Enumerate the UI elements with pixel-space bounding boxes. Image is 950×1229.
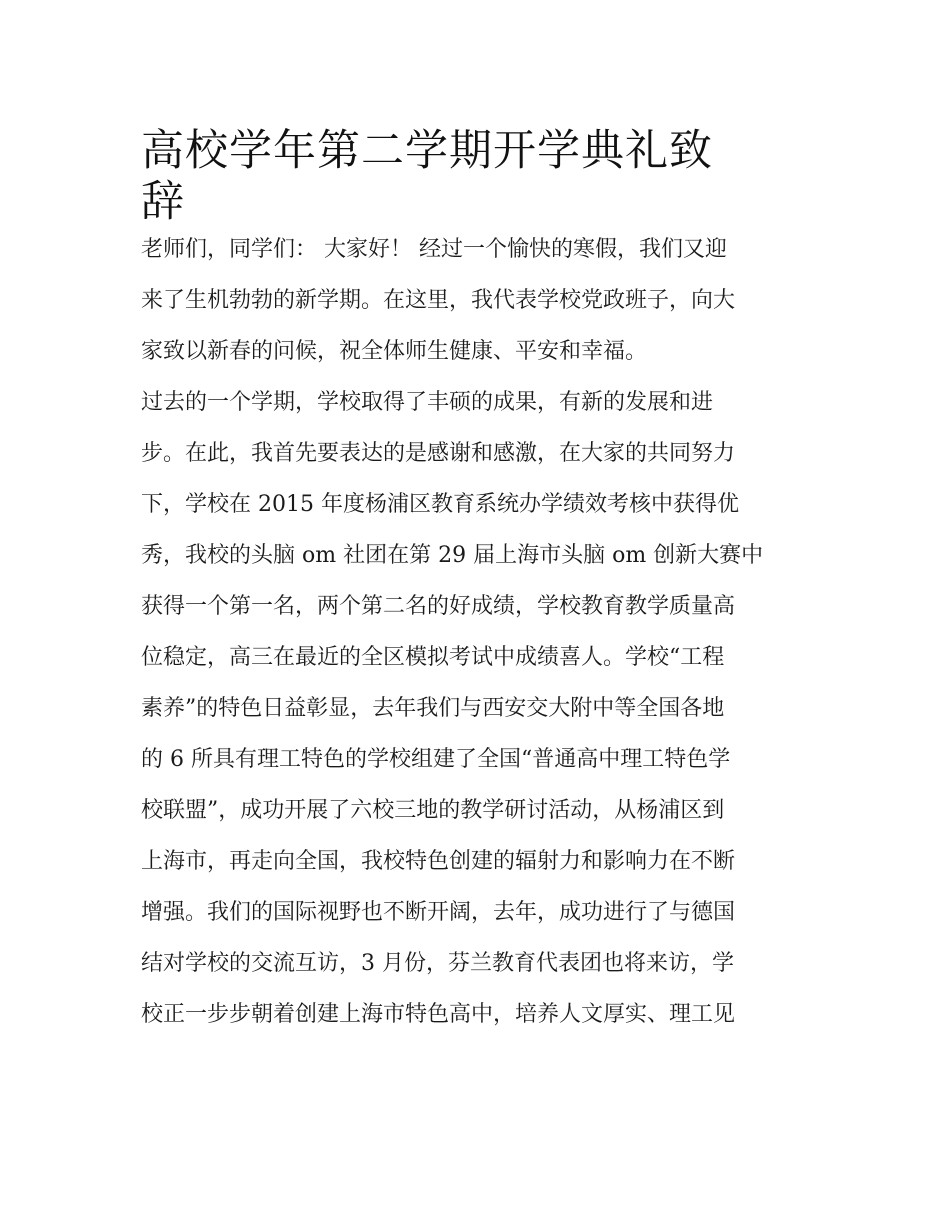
document-title xyxy=(141,112,811,227)
paragraph-greeting xyxy=(141,224,811,377)
paragraph-line: 获得一个第一名，两个第二名的好成绩，学校教育教学质量高 xyxy=(141,594,736,619)
paragraph-line: 的 6 所具有理工特色的学校组建了全国“普通高中理工特色学 xyxy=(141,747,731,772)
paragraph-line: 结对学校的交流互访，3 月份，芬兰教育代表团也将来访，学 xyxy=(141,951,734,976)
paragraph-line: 素养”的特色日益彰显，去年我们与西安交大附中等全国各地 xyxy=(141,696,725,721)
paragraph-line: 过去的一个学期，学校取得了丰硕的成果，有新的发展和进 xyxy=(141,390,714,415)
paragraph-line: 下，学校在 2015 年度杨浦区教育系统办学绩效考核中获得优 xyxy=(141,492,739,517)
title-line-1: 高校学年第二学期开学典礼致 xyxy=(141,126,713,176)
paragraph-achievements xyxy=(141,377,811,1040)
paragraph-line: 校联盟”，成功开展了六校三地的教学研讨活动，从杨浦区到 xyxy=(141,798,725,823)
paragraph-line: 位稳定，高三在最近的全区模拟考试中成绩喜人。学校“工程 xyxy=(141,645,725,670)
paragraph-line: 秀，我校的头脑 om 社团在第 29 届上海市头脑 om 创新大赛中 xyxy=(141,543,764,568)
document-content xyxy=(141,112,811,1040)
title-line-2: 辞 xyxy=(141,177,185,227)
paragraph-line: 上海市，再走向全国，我校特色创建的辐射力和影响力在不断 xyxy=(141,849,736,874)
paragraph-line: 步。在此，我首先要表达的是感谢和感激，在大家的共同努力 xyxy=(141,441,736,466)
paragraph-line: 家致以新春的问候，祝全体师生健康、平安和幸福。 xyxy=(141,339,648,364)
paragraph-line: 增强。我们的国际视野也不断开阔，去年，成功进行了与德国 xyxy=(141,900,736,925)
paragraph-line: 老师们，同学们： 大家好！ 经过一个愉快的寒假，我们又迎 xyxy=(141,237,727,262)
paragraph-line: 来了生机勃勃的新学期。在这里，我代表学校党政班子，向大 xyxy=(141,288,736,313)
paragraph-line: 校正一步步朝着创建上海市特色高中，培养人文厚实、理工见 xyxy=(141,1002,736,1027)
document-body xyxy=(141,224,811,1040)
